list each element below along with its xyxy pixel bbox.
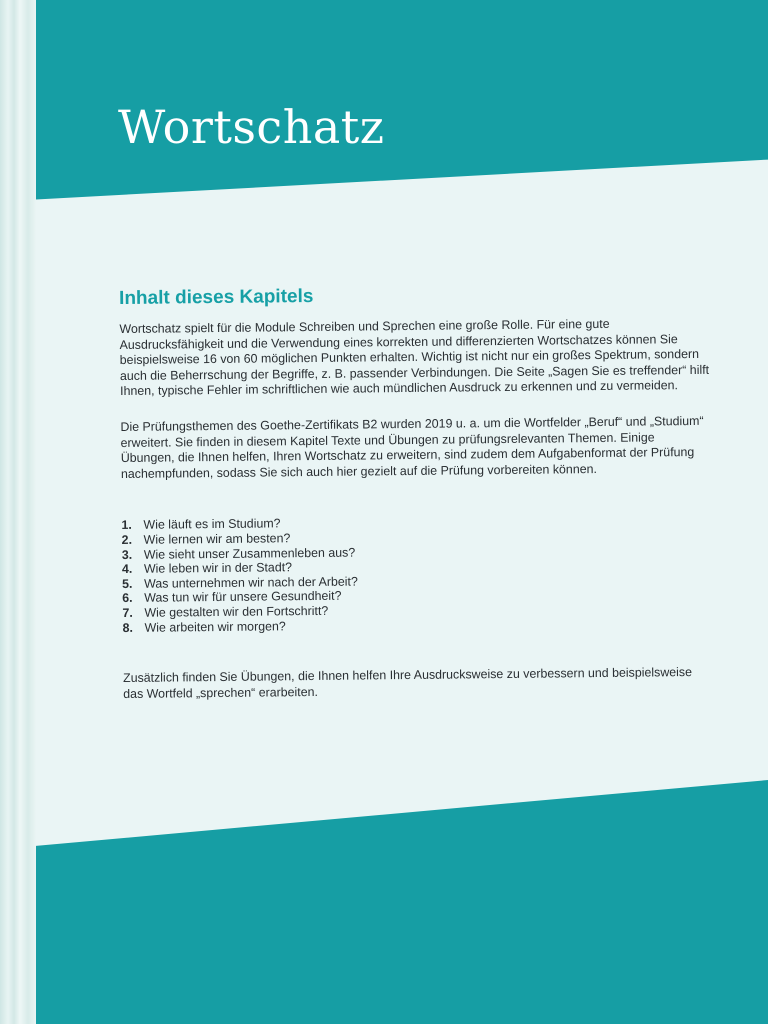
topic-text: Wie leben wir in der Stadt? — [143, 560, 293, 576]
topic-number: 2. — [121, 532, 133, 547]
topic-number: 7. — [122, 605, 133, 620]
topic-text: Was tun wir für unsere Gesundheit? — [144, 589, 342, 606]
topic-text: Wie sieht unser Zusammenleben aus? — [143, 545, 356, 562]
topic-text: Wie lernen wir am besten? — [143, 531, 291, 547]
topic-number: 4. — [121, 562, 133, 577]
chapter-intro — [119, 282, 714, 722]
topic-number: 5. — [122, 576, 133, 591]
topic-number: 3. — [121, 547, 133, 562]
intro-paragraph-1: Wortschatz spielt für die Module Schreiben und Sprechen eine große Rolle. Für eine gute Ausdrucksfähigkeit und die Verwendung eines korrekten und differenzierten Wortschatzes können Sie beispielsweise 16 von 60 möglichen Punkten erhalten. Wichtig ist nicht nur ein großes Spektrum, sondern auch die Beherrschung der Begriffe, z. B. passender Verbindungen. Die Seite „Sagen Sie es treffender“ hilft Ihnen, typische Fehler im schriftlichen wie auch mündlichen Ausdruck zu erkennen und zu vermeiden. — [119, 316, 710, 399]
topic-number: 1. — [121, 518, 132, 533]
section-heading: Inhalt dieses Kapitels — [119, 285, 314, 309]
topic-text: Was unternehmen wir nach der Arbeit? — [144, 574, 358, 591]
topic-text: Wie gestalten wir den Fortschritt? — [144, 603, 329, 620]
page-stack-edges — [0, 0, 36, 1024]
intro-paragraph-3: Zusätzlich finden Sie Übungen, die Ihnen helfen Ihre Ausdrucksweise zu verbessern und beispielsweise das Wortfeld „sprechen“ erarbeiten. — [123, 665, 693, 701]
topic-text: Wie arbeiten wir morgen? — [144, 618, 286, 635]
topic-text: Wie läuft es im Studium? — [143, 516, 281, 533]
topic-list — [121, 512, 712, 635]
intro-paragraph-2: Die Prüfungsthemen des Goethe-Zertifikats B2 wurden 2019 u. a. um die Wortfelder „Beruf“ und „Studium“ erweitert. Sie finden in diesem Kapitel Texte und Übungen zu prüfungsrelevanten Themen. Einige Übungen, die Ihnen helfen, Ihren Wortschatz zu erweitern, sind zudem dem Aufgabenformat der Prüfung nachempfunden, sodass Sie sich auch hier gezielt auf die Prüfung vorbereiten können. — [120, 413, 704, 481]
chapter-title: Wortschatz — [118, 100, 385, 154]
topic-number: 6. — [122, 591, 133, 606]
topic-number: 8. — [122, 620, 133, 635]
